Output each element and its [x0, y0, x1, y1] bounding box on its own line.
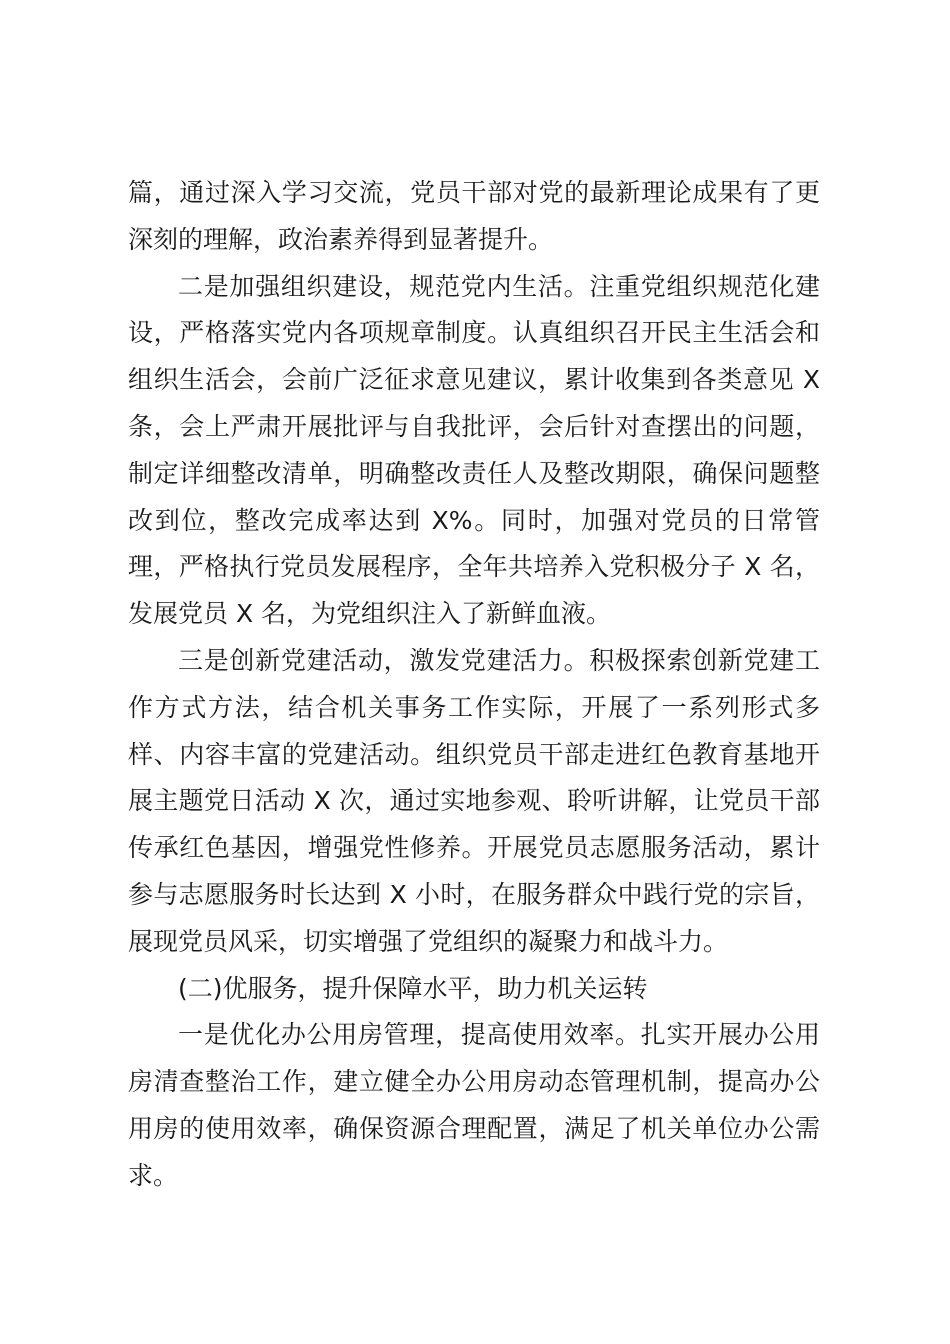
document-body: [128, 170, 820, 1200]
paragraph-office-management: 一是优化办公用房管理，提高使用效率。扎实开展办公用房清查整治工作，建立健全办公用房动态管理机制，提高办公用房的使用效率，确保资源合理配置，满足了机关单位办公需求。: [128, 1020, 820, 1190]
paragraph-organization-building: 二是加强组织建设，规范党内生活。注重党组织规范化建设，严格落实党内各项规章制度。认真组织召开民主生活会和组织生活会，会前广泛征求意见建议，累计收集到各类意见 X 条，会上严肃开展批评与自我批评，会后针对查摆出的问题，制定详细整改清单，明确整改责任人及整改期限，确保问题整改到位，整改完成率达到 X%。同时，加强对党员的日常管理，严格执行党员发展程序，全年共培养入党积极分子 X 名，发展党员 X 名，为党组织注入了新鲜血液。: [128, 271, 820, 629]
paragraph-continuation: 篇，通过深入学习交流，党员干部对党的最新理论成果有了更深刻的理解，政治素养得到显著提升。: [128, 178, 820, 254]
paragraph-party-activities: 三是创新党建活动，激发党建活力。积极探索创新党建工作方式方法，结合机关事务工作实际，开展了一系列形式多样、内容丰富的党建活动。组织党员干部走进红色教育基地开展主题党日活动 X 次，通过实地参观、聆听讲解，让党员干部传承红色基因，增强党性修养。开展党员志愿服务活动，累计参与志愿服务时长达到 X 小时，在服务群众中践行党的宗旨，展现党员风采，切实增强了党组织的凝聚力和战斗力。: [128, 645, 820, 956]
section-heading-service: (二)优服务，提升保障水平，助力机关运转: [178, 973, 648, 1003]
